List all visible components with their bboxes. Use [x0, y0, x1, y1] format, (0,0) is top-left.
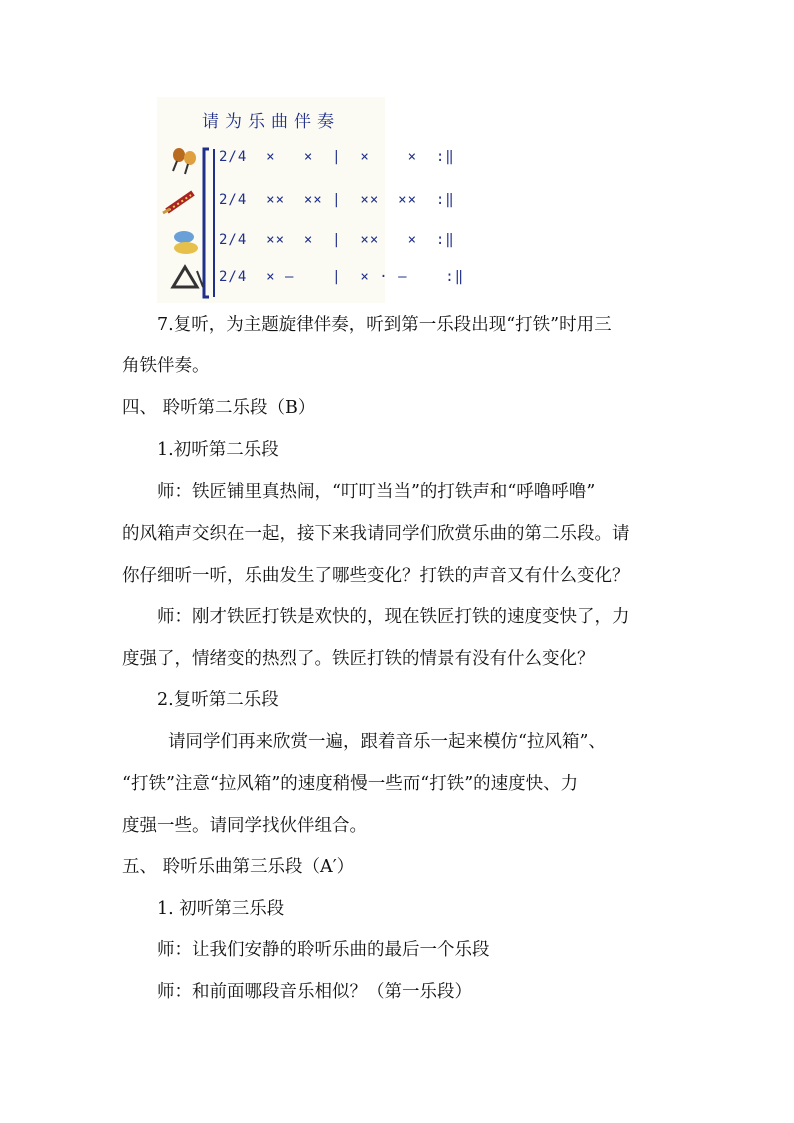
- score-title: 请为乐曲伴奏: [202, 112, 340, 132]
- subsection-heading: 1.初听第二乐段: [157, 440, 279, 460]
- triangle-icon: [173, 267, 203, 287]
- rhythm-score-image: [157, 97, 465, 303]
- paragraph-line: 你仔细听一听，乐曲发生了哪些变化？打铁的声音又有什么变化？: [122, 566, 630, 586]
- score-row: 2/4 × × | × × :‖: [219, 149, 455, 165]
- clapper-icon: [163, 193, 193, 213]
- score-row: 2/4 × — | × · — :‖: [219, 269, 465, 285]
- paragraph-line: 的风箱声交织在一起，接下来我请同学们欣赏乐曲的第二乐段。请: [122, 524, 630, 544]
- cymbals-icon: [174, 231, 198, 254]
- paragraph-line: 角铁伴奏。: [122, 356, 210, 376]
- paragraph-line: 请同学们再来欣赏一遍，跟着音乐一起来模仿“拉风箱”、: [168, 732, 606, 752]
- paragraph-line: 师：和前面哪段音乐相似？（第一乐段）: [157, 982, 472, 1002]
- paragraph-line: 师：让我们安静的聆听乐曲的最后一个乐段: [157, 940, 490, 960]
- paragraph-line: 师：铁匠铺里真热闹，“叮叮当当”的打铁声和“呼噜呼噜”: [157, 482, 596, 502]
- score-row: 2/4 ×× × | ×× × :‖: [219, 232, 455, 248]
- section-heading: 四、 聆听第二乐段（B）: [122, 398, 316, 418]
- section-heading: 五、 聆听乐曲第三乐段（A′）: [122, 857, 355, 877]
- score-row: 2/4 ×× ×× | ×× ×× :‖: [219, 192, 455, 208]
- paragraph-line: 度强了，情绪变的热烈了。铁匠打铁的情景有没有什么变化？: [122, 649, 595, 669]
- paragraph-line: 师：刚才铁匠打铁是欢快的，现在铁匠打铁的速度变快了，力: [157, 607, 630, 627]
- paragraph-line: 7.复听，为主题旋律伴奏，听到第一乐段出现“打铁”时用三: [157, 315, 612, 335]
- paragraph-line: 度强一些。请同学找伙伴组合。: [122, 816, 367, 836]
- paragraph-line: “打铁”注意“拉风箱”的速度稍慢一些而“打铁”的速度快、力: [122, 774, 579, 794]
- subsection-heading: 2.复听第二乐段: [157, 690, 279, 710]
- subsection-heading: 1. 初听第三乐段: [157, 899, 285, 919]
- maracas-icon: [173, 148, 196, 174]
